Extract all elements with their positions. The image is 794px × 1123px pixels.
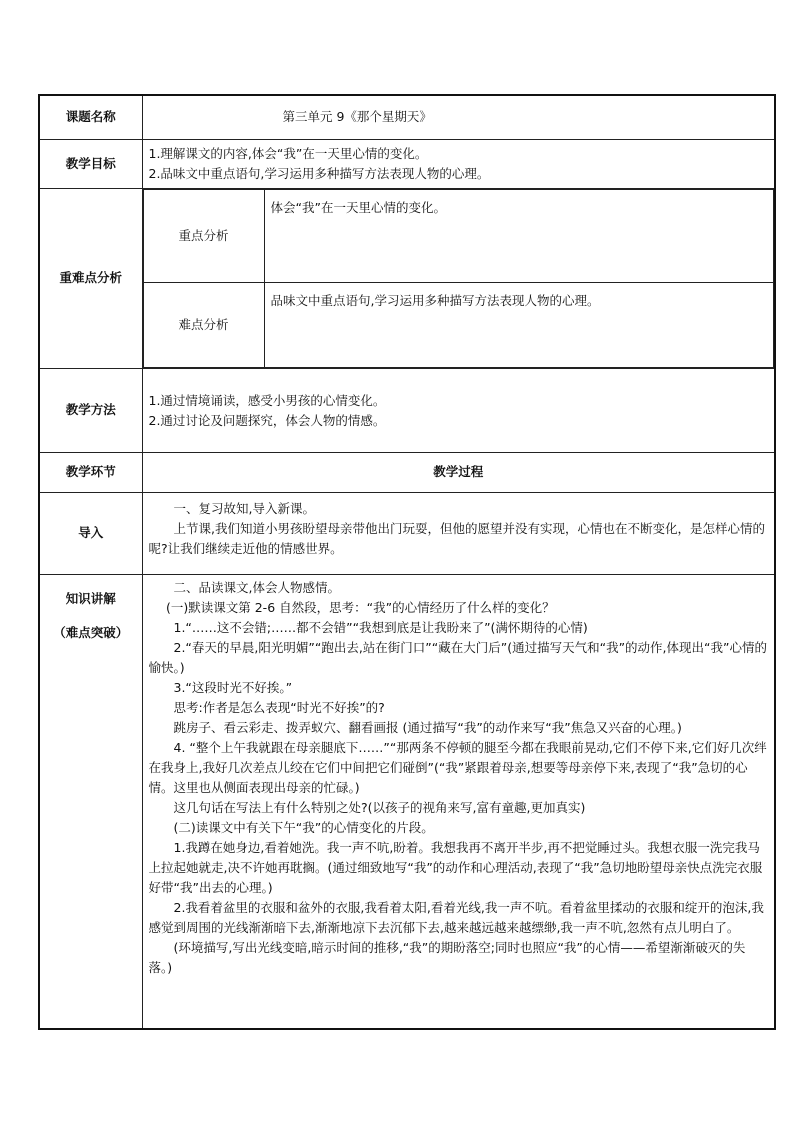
knowledge-paragraph: 2.“春天的早晨,阳光明媚”“跑出去,站在街门口”“藏在大门后”(通过描写天气和“我”的动作,体现出“我”心情的愉快。)	[148, 639, 767, 675]
topic-row	[39, 95, 775, 139]
topic-label: 课题名称	[39, 95, 142, 139]
difficult-analysis-text: 品味文中重点语句,学习运用多种描写方法表现人物的心理。	[264, 282, 774, 367]
section-head-row	[39, 452, 775, 492]
knowledge-paragraph: 二、品读课文,体会人物感情。	[173, 579, 340, 595]
intro-content	[142, 492, 775, 574]
knowledge-content	[142, 574, 775, 1029]
knowledge-paragraph: 3.“这段时光不好挨。”	[173, 679, 293, 695]
knowledge-paragraph: 跳房子、看云彩走、拨弄蚁穴、翻看画报 (通过描写“我”的动作来写“我”焦急又兴奋的心理。)	[173, 719, 682, 735]
lesson-plan-table	[38, 94, 776, 1030]
difficult-analysis-row	[143, 282, 774, 367]
knowledge-row	[39, 574, 775, 1029]
intro-row	[39, 492, 775, 574]
objective-item: 1.理解课文的内容,体会“我”在一天里心情的变化。	[148, 145, 428, 161]
analysis-label: 重难点分析	[39, 188, 142, 368]
analysis-row	[39, 188, 775, 368]
difficult-analysis-label: 难点分析	[143, 282, 264, 367]
methods-row	[39, 368, 775, 452]
objectives-row	[39, 139, 775, 188]
topic-value: 第三单元 9《那个星期天》	[142, 95, 775, 139]
key-analysis-label: 重点分析	[143, 189, 264, 282]
knowledge-paragraph: 1.我蹲在她身边,看着她洗。我一声不吭,盼着。我想我再不离开半步,再不把觉睡过头。我想衣服一洗完我马上拉起她就走,决不许她再耽搁。(通过细致地写“我”的动作和心理活动,表现了“我”急切地盼望母亲快点洗完衣服好带“我”出去的心理。)	[148, 839, 763, 895]
knowledge-paragraph: 4. “整个上午我就跟在母亲腿底下……”“那两条不停顿的腿至今都在我眼前晃动,它们不停下来,它们好几次绊在我身上,我好几次差点儿绞在它们中间把它们碰倒”(“我”紧跟着母亲,想要等母亲停下来,表现了“我”急切的心情。这里也从侧面表现出母亲的忙碌。)	[148, 739, 767, 795]
knowledge-paragraph: 2.我看着盆里的衣服和盆外的衣服,我看着太阳,看着光线,我一声不吭。看着盆里揉动的衣服和绽开的泡沫,我感觉到周围的光线渐渐暗下去,渐渐地凉下去沉郁下去,越来越远越来越缥缈,我一声不吭,忽然有点儿明白了。	[148, 899, 764, 935]
knowledge-paragraph: (二)读课文中有关下午“我”的心情变化的片段。	[173, 819, 434, 835]
knowledge-paragraph: (环境描写,写出光线变暗,暗示时间的推移,“我”的期盼落空;同时也照应“我”的心情——希望渐渐破灭的失落。)	[148, 939, 746, 975]
intro-paragraph: 上节课,我们知道小男孩盼望母亲带他出门玩耍，但他的愿望并没有实现，心情也在不断变化，是怎样心情的呢?让我们继续走近他的情感世界。	[148, 520, 765, 556]
objectives-content	[142, 139, 775, 188]
objectives-label: 教学目标	[39, 139, 142, 188]
knowledge-paragraph: 这几句话在写法上有什么特别之处?(以孩子的视角来写,富有童趣,更加真实)	[173, 799, 586, 815]
section-label: 教学环节	[39, 452, 142, 492]
process-heading: 教学过程	[142, 452, 775, 492]
key-analysis-row	[143, 189, 774, 282]
analysis-content	[142, 188, 775, 368]
lesson-plan	[38, 94, 776, 1030]
analysis-subtable	[143, 189, 775, 368]
intro-paragraph: 一、复习故知,导入新课。	[173, 500, 315, 516]
knowledge-label: 知识讲解	[65, 590, 116, 606]
knowledge-paragraph: 1.“……这不会错;……都不会错”“我想到底是让我盼来了”(满怀期待的心情)	[173, 619, 588, 635]
key-analysis-text: 体会“我”在一天里心情的变化。	[264, 189, 774, 282]
knowledge-paragraph: 思考:作者是怎么表现“时光不好挨”的?	[173, 699, 385, 715]
objective-item: 2.品味文中重点语句,学习运用多种描写方法表现人物的心理。	[148, 165, 490, 181]
knowledge-sublabel: （难点突破）	[53, 624, 129, 640]
knowledge-label-cell	[39, 574, 142, 1029]
method-item: 1.通过情境诵读，感受小男孩的心情变化。	[148, 392, 386, 408]
knowledge-paragraph: (一)默读课文第 2-6 自然段，思考：“我”的心情经历了什么样的变化？	[166, 599, 555, 615]
method-item: 2.通过讨论及问题探究，体会人物的情感。	[148, 412, 386, 428]
methods-label: 教学方法	[39, 368, 142, 452]
methods-content	[142, 368, 775, 452]
intro-label: 导入	[39, 492, 142, 574]
